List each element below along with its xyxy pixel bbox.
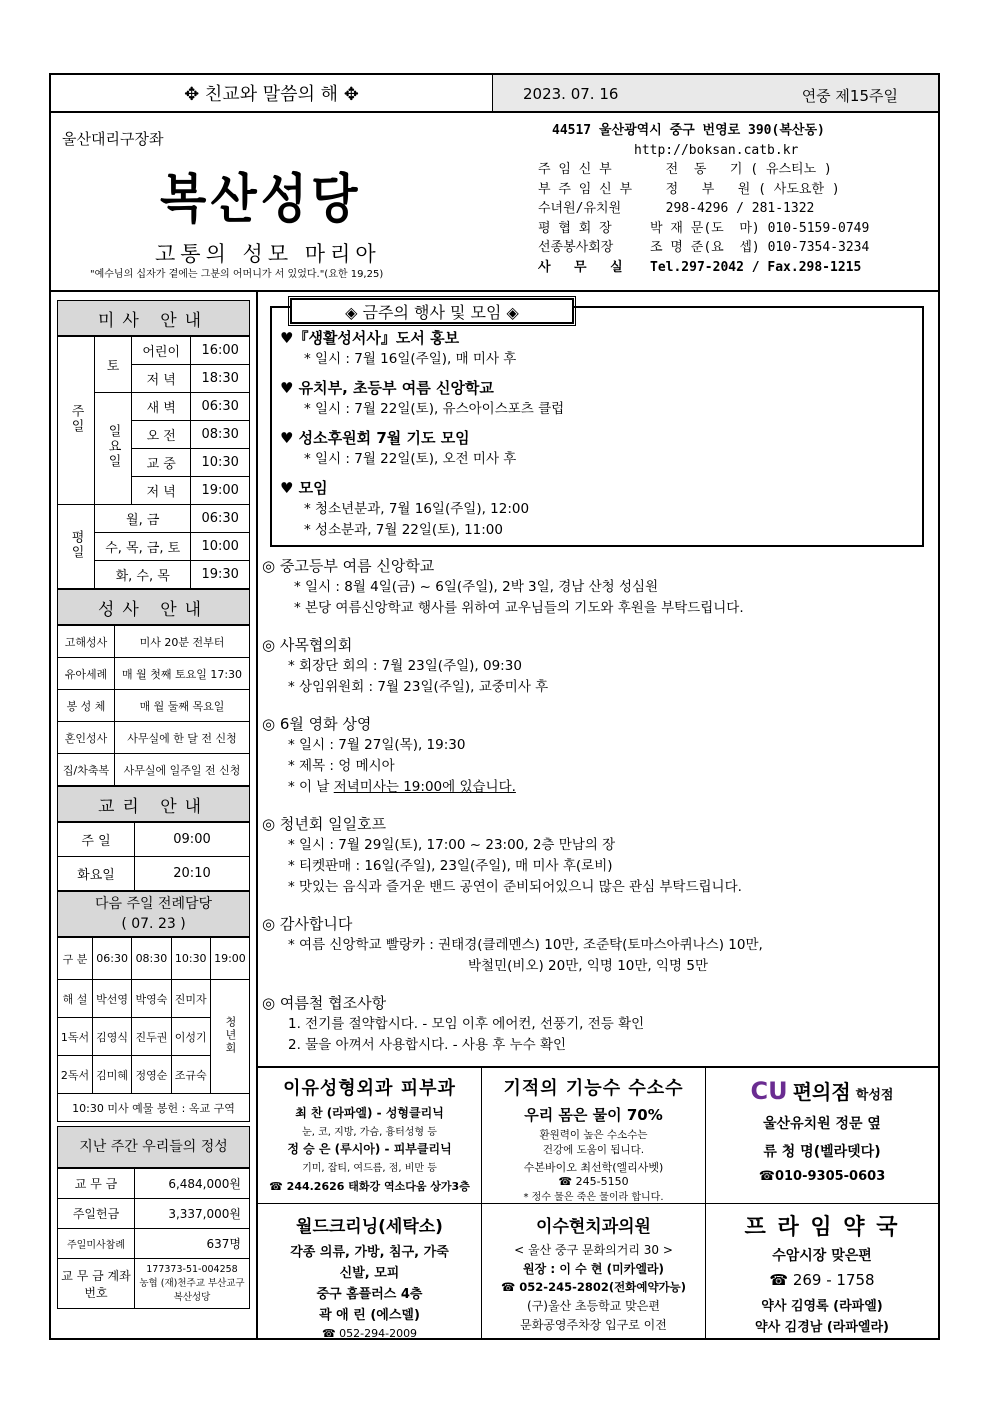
event-title: ♥『생활성서사』도서 홍보: [280, 329, 460, 347]
ad-title: 기적의 기능수 수소수: [503, 1078, 684, 1099]
ad-laundry: [258, 1204, 482, 1338]
notice-title: ◎ 중고등부 여름 신앙학교: [262, 557, 435, 575]
liturgy-cell: 조규숙: [171, 1056, 210, 1094]
liturgy-table: [57, 937, 250, 1122]
contact-value: 정 부 원 ( 사도요한 ): [650, 181, 840, 197]
contact-label: 수녀원/유치원: [538, 201, 622, 216]
ad-line: < 울산 중구 문화의거리 30 >: [514, 1243, 673, 1257]
ad-line: 문화공영주차장 입구로 이전: [520, 1318, 667, 1332]
weekday-label: 평일: [58, 505, 95, 589]
sacrament-value: 미사 20분 전부터: [115, 626, 250, 658]
liturgy-cell: 이성기: [171, 1018, 210, 1056]
mass-day: 수, 목, 금, 토: [95, 533, 191, 561]
catechism-time: 09:00: [135, 823, 250, 857]
ad-line: 울산유치원 정문 옆: [763, 1116, 881, 1132]
ad-line: 수암시장 맞은편: [772, 1248, 872, 1264]
church-name: 복산성당: [160, 168, 362, 231]
notice-item: [262, 993, 932, 1056]
sacrament-value: 사무실에 한 달 전 신청: [115, 722, 250, 754]
notice-detail-underlined: 저녁미사는 19:00에 있습니다.: [333, 779, 516, 795]
ad-title: 이유성형외과 피부과: [283, 1078, 456, 1099]
ad-store-header: [706, 1076, 938, 1105]
contact-value: 조 명 준(요 셉) 010-7354-3234: [650, 240, 870, 255]
event-title: ♥ 성소후원회 7월 기도 모임: [280, 429, 470, 447]
event-item: [280, 428, 564, 470]
mass-day: 월, 금: [95, 505, 191, 533]
notice-detail: 2. 물을 아껴서 사용합시다. - 사용 후 누수 확인: [288, 1037, 567, 1053]
mass-name: 교 중: [132, 449, 191, 477]
contact-label: 선종봉사회장: [538, 240, 614, 255]
notice-item: [262, 814, 932, 898]
liturgy-cell: 김미혜: [92, 1056, 131, 1094]
contact-value: 298-4296 / 281-1322: [650, 201, 815, 216]
account-bank: 농협 (재)천주교 부산교구: [139, 1277, 245, 1289]
ad-water: [482, 1068, 706, 1204]
liturgy-cell: 정영순: [132, 1056, 171, 1094]
contact-label: 주 임 신 부: [538, 162, 612, 177]
ad-line: ☎ 244.2626 태화강 역소다움 상가3층: [269, 1180, 470, 1193]
contact-label: 사 무 실: [538, 259, 623, 275]
event-detail: * 일시 : 7월 22일(토), 유스아이스포츠 클럽: [304, 401, 565, 417]
offering-heading: 지난 주간 우리들의 정성: [57, 1126, 250, 1168]
offering-value: 3,337,000원: [135, 1199, 250, 1229]
ad-line: (구)울산 초등학교 맞은편: [527, 1299, 660, 1313]
notice-detail: [288, 777, 932, 798]
ad-title: 편의점: [792, 1080, 851, 1104]
account-info: [135, 1259, 250, 1309]
liturgy-note: 10:30 미사 예물 봉헌 : 옥교 구역: [58, 1094, 250, 1122]
sacrament-value: 사무실에 일주일 전 신청: [115, 754, 250, 786]
notice-detail: 1. 전기를 절약합시다. - 모임 이후 에어컨, 선풍기, 전등 확인: [288, 1016, 645, 1032]
ad-line: 원장 : 이 수 현 (미카엘라): [523, 1262, 664, 1276]
ad-line: 신발, 모피: [339, 1266, 400, 1281]
ad-line: 건강에 도움이 됩니다.: [542, 1144, 645, 1156]
year-theme: ✥ 친교와 말씀의 해 ✥: [51, 75, 493, 113]
offering-value: 637명: [135, 1229, 250, 1259]
notice-title: ◎ 감사합니다: [262, 915, 353, 933]
liturgy-role: 2독서: [58, 1056, 93, 1094]
liturgy-heading: [57, 891, 250, 937]
liturgy-role: 해 설: [58, 980, 93, 1018]
liturgy-cell: 진두권: [132, 1018, 171, 1056]
event-item: [280, 478, 564, 541]
liturgy-date: ( 07. 23 ): [121, 916, 186, 932]
notice-detail: * 회장단 회의 : 7월 23일(주일), 09:30: [288, 658, 522, 674]
liturgical-week: 연중 제15주일: [801, 87, 898, 105]
mass-time: 06:30: [191, 393, 250, 421]
ad-line: 곽 애 린 (에스델): [319, 1308, 420, 1323]
contact-info: [538, 121, 938, 277]
account-label: 교 무 금 계좌번호: [58, 1259, 135, 1309]
notice-item: [262, 556, 932, 619]
ad-line: 우리 몸은 물이 70%: [524, 1106, 663, 1124]
notice-title: ◎ 사목협의회: [262, 636, 353, 654]
ad-title: 프 라 임 약 국: [744, 1215, 900, 1240]
weekly-events-box: [270, 306, 924, 547]
sunday-mass-label: 일요일: [95, 393, 132, 505]
ad-line: 눈, 코, 지방, 가슴, 흉터성형 등: [302, 1127, 437, 1138]
contact-row: [538, 160, 938, 180]
liturgy-cell: 진미자: [171, 980, 210, 1018]
notice-title: ◎ 청년회 일일호프: [262, 815, 387, 833]
notice-title: ◎ 여름철 협조사항: [262, 994, 387, 1012]
contact-row: [538, 180, 938, 200]
notice-detail: * 일시 : 7월 29일(토), 17:00 ~ 23:00, 2층 만남의 장: [288, 837, 616, 853]
notice-detail: * 상임위원회 : 7월 23일(주일), 교중미사 후: [288, 679, 549, 695]
notice-detail-prefix: * 이 날: [288, 779, 334, 795]
contact-value: 박 재 문(도 마) 010-5159-0749: [650, 220, 870, 236]
cu-logo-icon: CU: [750, 1077, 788, 1105]
ad-line: ☎ 269 - 1758: [769, 1271, 875, 1289]
event-detail: * 일시 : 7월 22일(토), 오전 미사 후: [304, 451, 517, 467]
catechism-table: [57, 822, 250, 891]
ad-line: 정 승 은 (루시아) - 피부클리닉: [287, 1142, 452, 1156]
catechism-heading: 교리 안내: [57, 786, 250, 822]
address: 44517 울산광역시 중구 번영로 390(복산동): [552, 123, 825, 138]
patron-saint: 고통의 성모 마리아: [155, 242, 381, 266]
event-title: ♥ 모임: [280, 479, 328, 497]
notice-item: [262, 635, 932, 698]
notice-detail: * 제목 : 엉 메시아: [288, 758, 395, 774]
offering-table: [57, 1168, 250, 1309]
mass-time: 19:00: [191, 477, 250, 505]
ad-pharmacy: [706, 1204, 938, 1338]
offering-name: 교 무 금: [58, 1169, 135, 1199]
ad-line: * 정수 물은 죽은 물이라 합니다.: [523, 1192, 664, 1203]
offering-value: 6,484,000원: [135, 1169, 250, 1199]
contact-label: 평 협 회 장: [538, 220, 612, 236]
account-holder: 복산성당: [173, 1291, 211, 1303]
notice-detail: * 티켓판매 : 16일(주일), 23일(주일), 매 미사 후(로비): [288, 858, 613, 874]
catechism-time: 20:10: [135, 857, 250, 891]
mass-day: 화, 수, 목: [95, 561, 191, 589]
scripture-quote: "예수님의 십자가 곁에는 그분의 어머니가 서 있었다."(요한 19,25): [90, 269, 384, 280]
ad-line: 환원력이 높은 수소수는: [539, 1129, 648, 1141]
sacrament-value: 매 월 첫째 토요일 17:30: [115, 658, 250, 690]
mass-time: 16:00: [191, 337, 250, 365]
event-title: ♥ 유치부, 초등부 여름 신앙학교: [280, 379, 494, 397]
advertisements: [258, 1066, 938, 1338]
mass-name: 새 벽: [132, 393, 191, 421]
sacrament-table: [57, 625, 250, 786]
liturgy-col: 08:30: [132, 938, 171, 980]
ad-line: ☎010-9305-0603: [758, 1169, 886, 1184]
ad-line: 수본바이오 최선학(엘리사벳): [523, 1161, 664, 1174]
contact-label: 부 주 임 신 부: [538, 181, 633, 197]
event-detail: * 청소년분과, 7월 16일(주일), 12:00: [304, 501, 530, 517]
offering-name: 주일미사참례: [58, 1229, 135, 1259]
sacrament-name: 유아세례: [58, 658, 115, 690]
ad-dental: [482, 1204, 706, 1338]
website-link[interactable]: http://boksan.catb.kr: [634, 142, 799, 158]
account-number: 177373-51-004258: [146, 1263, 238, 1275]
mass-name: 어린이: [132, 337, 191, 365]
ad-line: 기미, 잡티, 여드름, 점, 비만 등: [302, 1163, 437, 1174]
sacrament-name: 집/차축복: [58, 754, 115, 786]
notice-detail: * 본당 여름신앙학교 행사를 위하여 교우님들의 기도와 후원을 부탁드립니다.: [294, 600, 744, 616]
ad-line: 중구 홈플러스 4층: [316, 1287, 423, 1302]
ad-line: ☎ 245-5150: [558, 1175, 629, 1188]
contact-value: 전 동 기 ( 유스티노 ): [650, 162, 832, 177]
sidebar: [57, 300, 250, 1332]
ad-line: ☎ 052-245-2802(전화예약가능): [500, 1280, 687, 1294]
sunday-label: 주일: [58, 337, 95, 505]
masthead-divider: [51, 290, 938, 292]
liturgy-cell: 박영숙: [132, 980, 171, 1018]
saturday-label: 토: [95, 337, 132, 393]
liturgy-role: 1독서: [58, 1018, 93, 1056]
youth-label: 청년회: [210, 980, 249, 1094]
event-detail: * 일시 : 7월 16일(주일), 매 미사 후: [304, 351, 517, 367]
notice-detail: * 일시 : 7월 27일(목), 19:30: [288, 737, 466, 753]
liturgy-cell: 박선영: [92, 980, 131, 1018]
sacrament-heading: 성사 안내: [57, 589, 250, 625]
weekly-events-title: ◈ 금주의 행사 및 모임 ◈: [290, 298, 574, 324]
notice-detail: * 여름 신앙학교 빨랑카 : 권태경(클레멘스) 10만, 조준탁(토마스아퀴나스) 10만,: [288, 937, 763, 953]
ad-line: 약사 김영록 (라파엘): [761, 1299, 883, 1314]
event-detail: * 성소분과, 7월 22일(토), 11:00: [304, 522, 503, 538]
mass-time: 08:30: [191, 421, 250, 449]
bulletin-date: 2023. 07. 16: [523, 85, 619, 103]
mass-schedule-heading: 미사 안내: [57, 300, 250, 336]
ad-clinic: [258, 1068, 482, 1204]
sacrament-name: 혼인성사: [58, 722, 115, 754]
sacrament-value: 매 월 둘째 목요일: [115, 690, 250, 722]
notice-item: [262, 914, 932, 977]
event-item: [280, 328, 564, 370]
liturgy-cell: 김영식: [92, 1018, 131, 1056]
contact-row: [538, 219, 938, 239]
liturgy-col: 10:30: [171, 938, 210, 980]
parish-district: 울산대리구장좌: [62, 130, 164, 148]
contact-row: [538, 199, 938, 219]
mass-time: 10:30: [191, 449, 250, 477]
mass-name: 오 전: [132, 421, 191, 449]
mass-name: 저 녁: [132, 365, 191, 393]
contact-row: [538, 258, 938, 278]
notice-item: [262, 714, 932, 798]
mass-schedule-table: [57, 336, 250, 589]
sacrament-name: 봉 성 체: [58, 690, 115, 722]
ad-line: 류 청 명(벨라뎃다): [763, 1144, 881, 1160]
ad-line: ☎ 052-294-2009: [321, 1327, 418, 1340]
notice-detail: 박철민(비오) 20만, 익명 10만, 익명 5만: [468, 958, 709, 974]
header-date-bar: [493, 75, 938, 113]
sacrament-name: 고해성사: [58, 626, 115, 658]
notices: [262, 556, 932, 1056]
notice-detail: * 맛있는 음식과 즐거운 밴드 공연이 준비되어있으니 많은 관심 부탁드립니다.: [288, 879, 742, 895]
contact-row: [538, 238, 938, 258]
liturgy-col: 06:30: [92, 938, 131, 980]
event-item: [280, 378, 564, 420]
ad-convenience-store: [706, 1068, 938, 1204]
ad-title: 이수현치과의원: [536, 1217, 651, 1237]
mass-time: 06:30: [191, 505, 250, 533]
liturgy-title: 다음 주일 전례담당: [94, 896, 213, 912]
catechism-day: 화요일: [58, 857, 135, 891]
ad-tag: 학성점: [855, 1088, 894, 1103]
events-list: [280, 328, 564, 541]
ad-title: 월드크리닝(세탁소): [296, 1217, 443, 1237]
mass-name: 저 녁: [132, 477, 191, 505]
mass-time: 10:00: [191, 533, 250, 561]
ad-line: 각종 의류, 가방, 침구, 가죽: [290, 1245, 449, 1260]
mass-time: 18:30: [191, 365, 250, 393]
offering-name: 주일헌금: [58, 1199, 135, 1229]
catechism-day: 주 일: [58, 823, 135, 857]
mass-time: 19:30: [191, 561, 250, 589]
ad-line: 최 찬 (라파엘) - 성형클리닉: [295, 1106, 444, 1120]
notice-title: ◎ 6월 영화 상영: [262, 715, 372, 733]
ad-line: 약사 김경남 (라파엘라): [755, 1320, 889, 1335]
notice-detail: * 일시 : 8월 4일(금) ~ 6일(주일), 2박 3일, 경남 산청 성심원: [294, 579, 659, 595]
contact-value: Tel.297-2042 / Fax.298-1215: [650, 259, 862, 275]
liturgy-col: 19:00: [210, 938, 249, 980]
liturgy-col: 구 분: [58, 938, 93, 980]
